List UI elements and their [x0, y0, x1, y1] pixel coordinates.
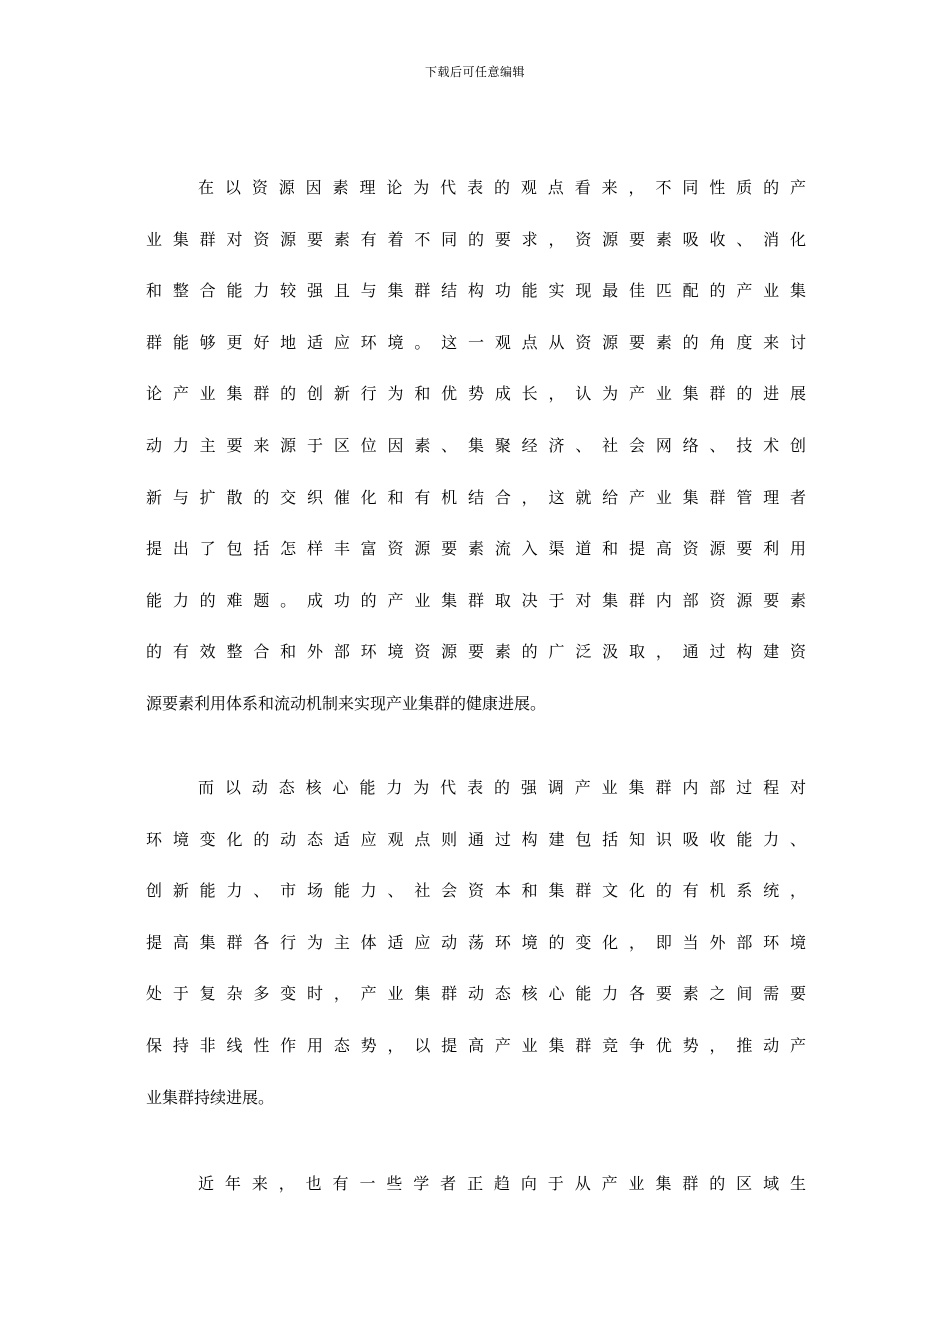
paragraph-line: 群能够更好地适应环境。这一观点从资源要素的角度来讨 [146, 332, 806, 352]
paragraph-line: 源要素利用体系和流动机制来实现产业集群的健康进展。 [146, 693, 547, 713]
paragraph-line: 提出了包括怎样丰富资源要素流入渠道和提高资源要利用 [146, 539, 806, 559]
paragraph-line: 业集群持续进展。 [146, 1087, 275, 1107]
paragraph-line: 能力的难题。成功的产业集群取决于对集群内部资源要素 [146, 590, 806, 610]
paragraph-line: 近年来，也有一些学者正趋向于从产业集群的区域生 [198, 1174, 806, 1193]
paragraph-line: 新与扩散的交织催化和有机结合，这就给产业集群管理者 [146, 487, 806, 507]
paragraph-line: 而以动态核心能力为代表的强调产业集群内部过程对 [198, 778, 806, 797]
paragraph-2 [146, 775, 806, 1136]
paragraph-line: 动力主要来源于区位因素、集聚经济、社会网络、技术创 [146, 435, 806, 455]
paragraph-line: 在以资源因素理论为代表的观点看来，不同性质的产 [198, 178, 806, 197]
paragraph-line: 创新能力、市场能力、社会资本和集群文化的有机系统， [146, 881, 806, 901]
paragraph-3 [146, 1171, 806, 1223]
page-header: 下载后可任意编辑 [424, 65, 525, 79]
paragraph-line: 和整合能力较强且与集群结构功能实现最佳匹配的产业集 [146, 281, 806, 301]
paragraph-line: 论产业集群的创新行为和优势成长，认为产业集群的进展 [146, 384, 806, 404]
paragraph-1 [146, 175, 806, 743]
paragraph-line: 提高集群各行为主体适应动荡环境的变化，即当外部环境 [146, 932, 806, 952]
paragraph-line: 环境变化的动态适应观点则通过构建包括知识吸收能力、 [146, 829, 806, 849]
paragraph-line: 保持非线性作用态势，以提高产业集群竞争优势，推动产 [146, 1035, 806, 1055]
paragraph-line: 处于复杂多变时，产业集群动态核心能力各要素之间需要 [146, 984, 806, 1004]
paragraph-line: 业集群对资源要素有着不同的要求，资源要素吸收、消化 [146, 229, 806, 249]
paragraph-line: 的有效整合和外部环境资源要素的广泛汲取，通过构建资 [146, 642, 806, 662]
